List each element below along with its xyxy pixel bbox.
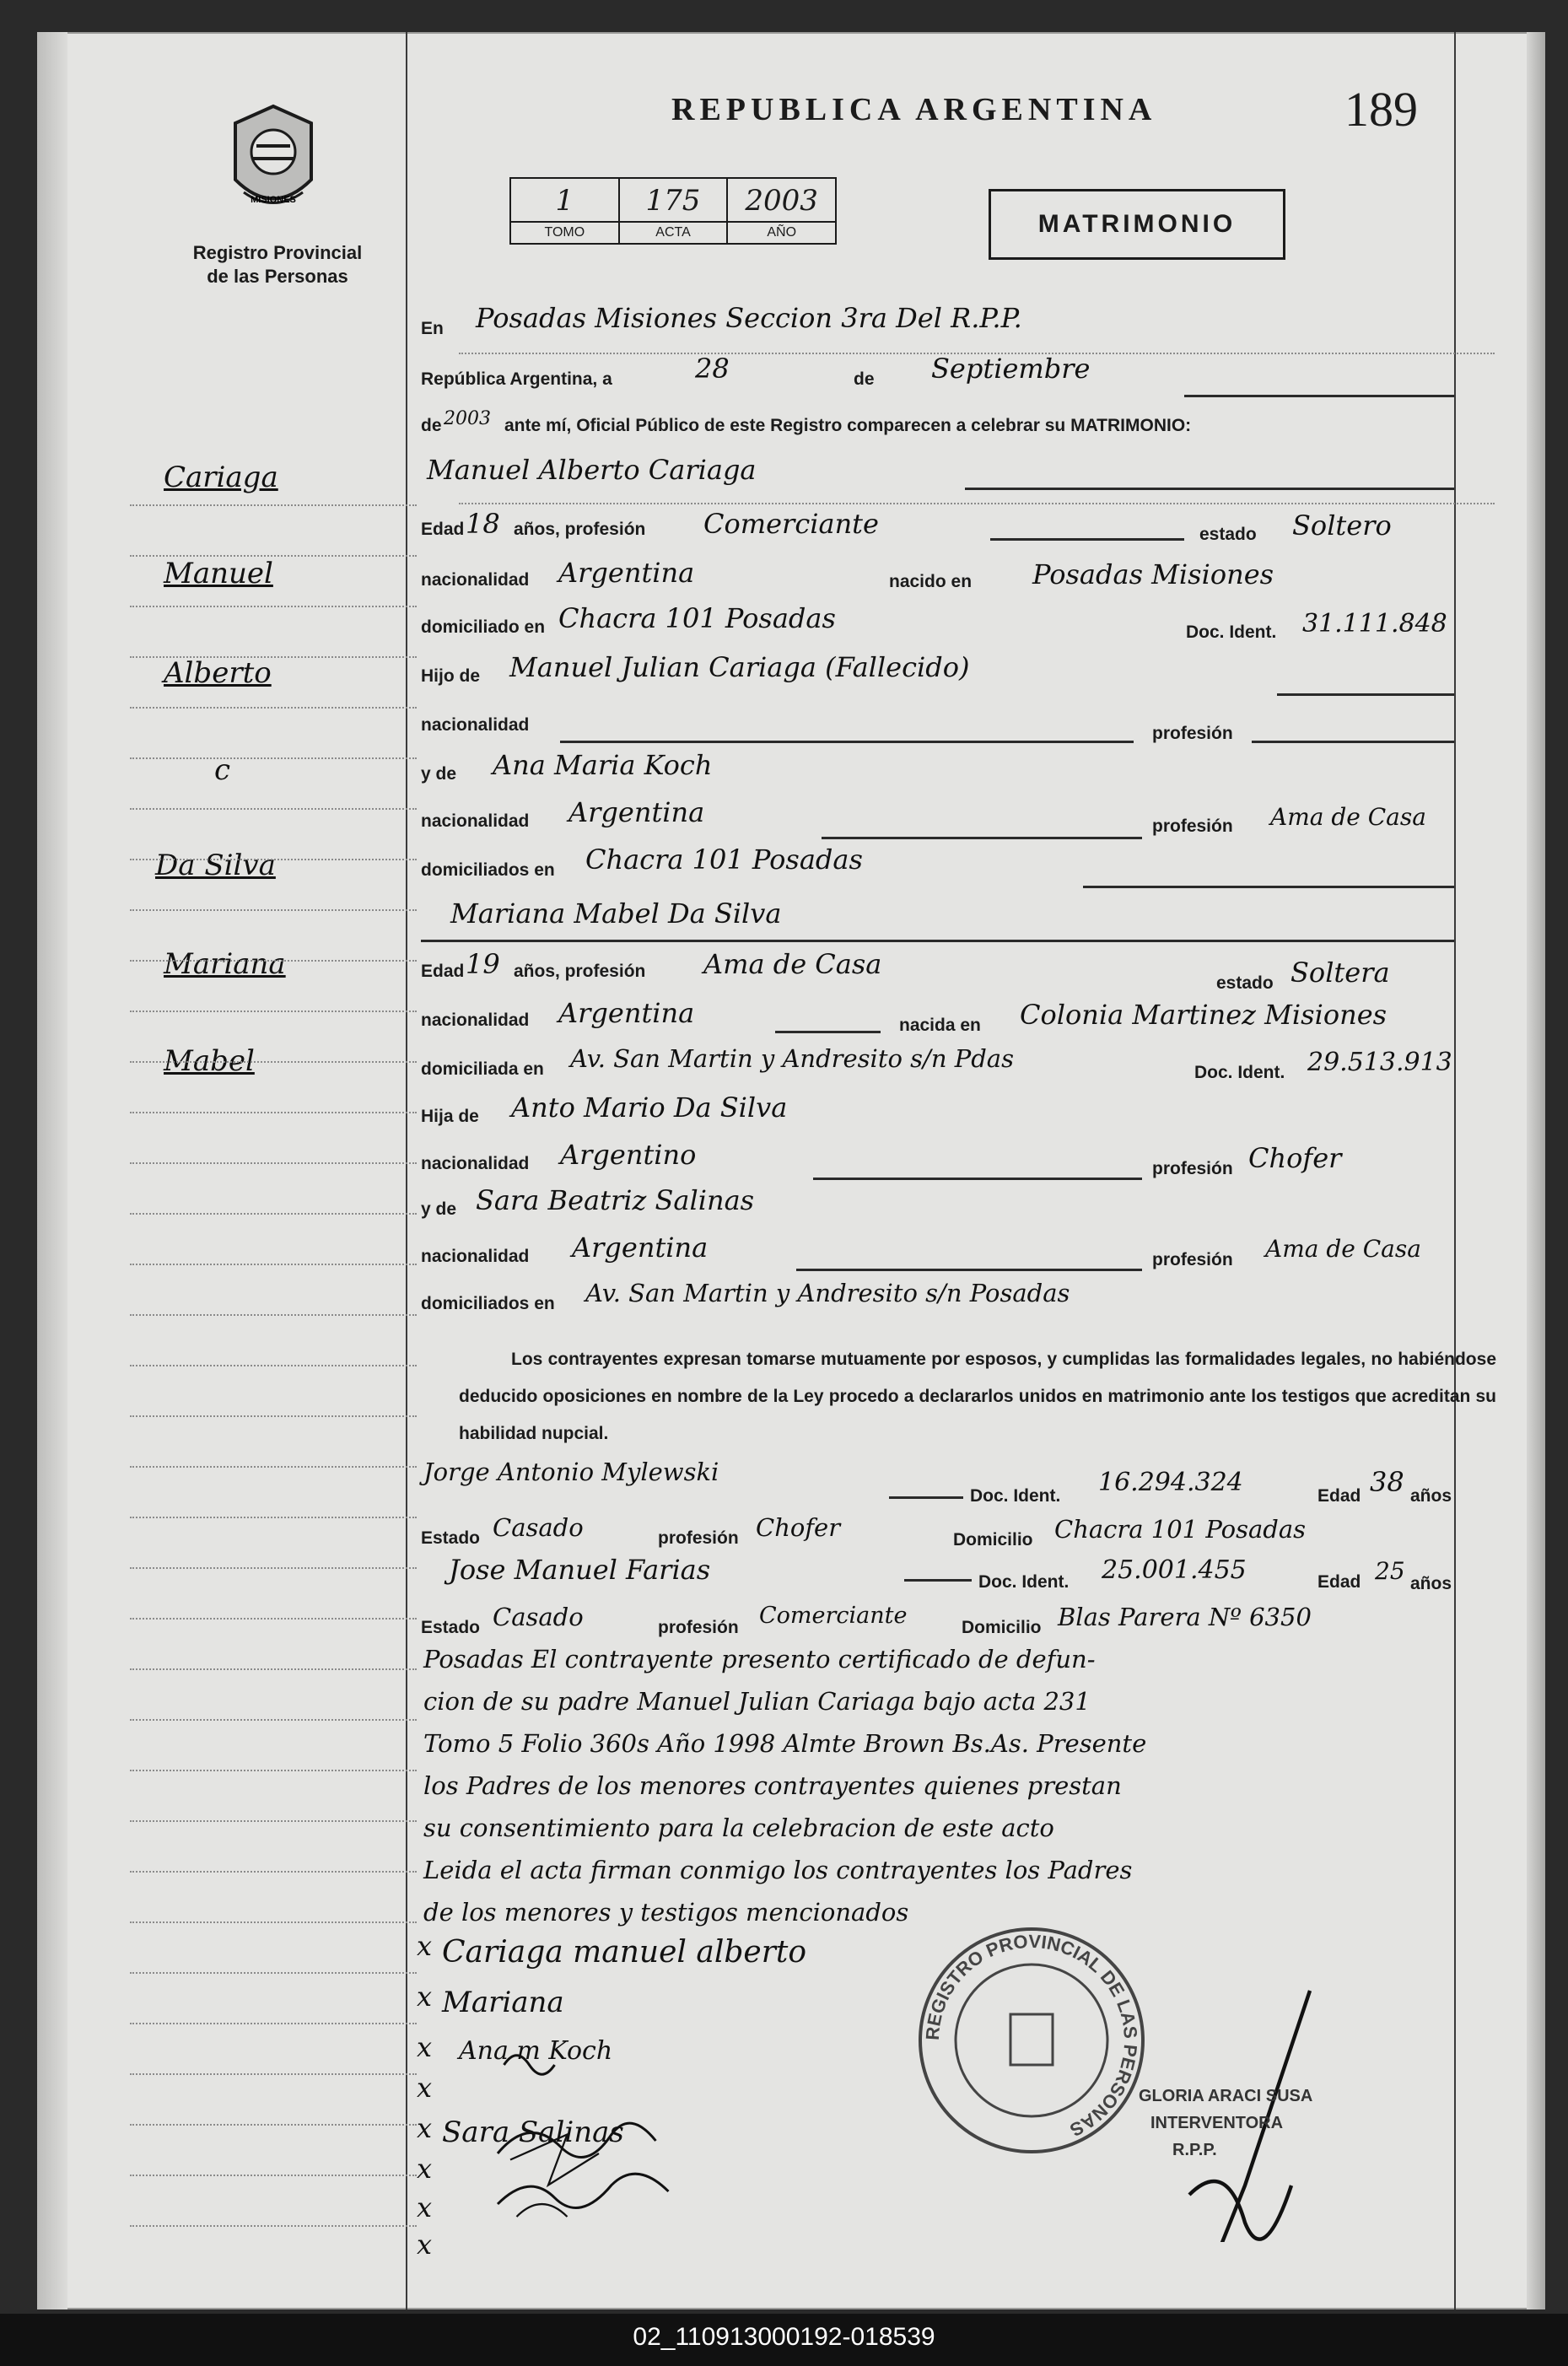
- groom-estado-label: estado: [1199, 525, 1257, 544]
- witness1-profesion: Chofer: [756, 1513, 841, 1542]
- margin-line: [130, 2175, 417, 2176]
- witness2-edad: 25: [1375, 1557, 1405, 1585]
- section-rule: [421, 940, 1454, 942]
- bride-padre-nac: Argentino: [560, 1139, 697, 1171]
- form-line: [965, 488, 1454, 490]
- signature-mark: x: [417, 2112, 433, 2144]
- bride-doc: 29.513.913: [1307, 1048, 1452, 1077]
- witness1-edad: 38: [1370, 1466, 1404, 1498]
- groom-profesion-label: años, profesión: [514, 520, 646, 539]
- margin-line: [130, 1770, 417, 1771]
- year-value: 2003: [444, 408, 491, 429]
- bride-madre-nac: Argentina: [572, 1232, 709, 1264]
- tomo-cell: [511, 179, 620, 243]
- groom-padres-dom-label: domiciliados en: [421, 860, 555, 880]
- margin-line: [130, 1921, 417, 1923]
- registry-logo: [218, 100, 328, 226]
- witness1-estado-label: Estado: [421, 1528, 481, 1548]
- acta-label: ACTA: [620, 221, 727, 243]
- witness2-name: Jose Manuel Farias: [449, 1554, 711, 1586]
- margin-note: Cariaga: [164, 461, 278, 494]
- margin-line: [130, 1668, 417, 1670]
- bride-nacida-label: nacida en: [899, 1016, 981, 1035]
- anio-value: 2003: [745, 184, 818, 218]
- margin-line: [130, 606, 417, 607]
- groom-padres-dom: Chacra 101 Posadas: [585, 843, 863, 876]
- groom-nacido: Posadas Misiones: [1032, 558, 1274, 590]
- groom-hijo-label: Hijo de: [421, 666, 481, 686]
- groom-domicilio-label: domiciliado en: [421, 617, 546, 637]
- groom-yde-label: y de: [421, 764, 457, 784]
- notes-line: Tomo 5 Folio 360s Año 1998 Almte Brown Bs.As. Presente: [423, 1729, 1147, 1758]
- form-line: [775, 1031, 881, 1033]
- signature-mark: x: [417, 2072, 433, 2104]
- acta-value: 175: [645, 184, 701, 218]
- margin-line: [130, 2225, 417, 2227]
- bride-nacionalidad-label: nacionalidad: [421, 1011, 530, 1030]
- witness2-estado-label: Estado: [421, 1618, 481, 1637]
- witness2-anios-label: años: [1410, 1574, 1452, 1593]
- margin-line: [130, 960, 417, 962]
- groom-domicilio: Chacra 101 Posadas: [558, 602, 836, 634]
- signature-mark: x: [417, 1981, 433, 2013]
- signature-parent: Sara Salinas: [442, 2115, 624, 2149]
- signature-mark: x: [417, 1930, 433, 1962]
- bride-estado: Soltera: [1291, 957, 1390, 989]
- form-line: [1184, 395, 1454, 397]
- document-page: [37, 32, 1545, 2309]
- declaration-text: Los contrayentes expresan tomarse mutuamente por esposos, y cumplidas las formalidades legales, no habiéndose deducido oposiciones en nombre de la Ley procedo a declararlos unidos en matrimonio ante los testigos que acreditan su habilidad nupcial.: [459, 1350, 1496, 1443]
- margin-line: [130, 1264, 417, 1265]
- notes-line: cion de su padre Manuel Julian Cariaga bajo acta 231: [423, 1687, 1091, 1716]
- page-edge: [1527, 32, 1545, 2309]
- notes-line: su consentimiento para la celebracion de este acto: [423, 1814, 1054, 1842]
- margin-note: Mabel: [164, 1044, 255, 1078]
- margin-line: [130, 1719, 417, 1721]
- book-spine: [37, 32, 67, 2309]
- bride-padre-prof-label: profesión: [1152, 1159, 1233, 1178]
- margin-line: [130, 2124, 417, 2126]
- margin-note: Manuel: [164, 557, 273, 590]
- groom-edad: 18: [466, 508, 500, 540]
- margin-line: [130, 1618, 417, 1620]
- witness1-doc: 16.294.324: [1098, 1468, 1243, 1497]
- month-value: Septiembre: [931, 353, 1091, 385]
- margin-line: [130, 1314, 417, 1316]
- intro-text: ante mí, Oficial Público de este Registro comparecen a celebrar su MATRIMONIO:: [504, 416, 1192, 435]
- witness1-domicilio-label: Domicilio: [953, 1530, 1033, 1549]
- groom-doc: 31.111.848: [1302, 609, 1447, 639]
- witness2-domicilio: Blas Parera Nº 6350: [1058, 1603, 1312, 1631]
- officer-signature: [1134, 1888, 1319, 2242]
- margin-line: [130, 1162, 417, 1164]
- margin-line: [130, 1972, 417, 1974]
- groom-estado: Soltero: [1292, 509, 1392, 542]
- groom-profesion: Comerciante: [703, 508, 879, 540]
- bride-name: Mariana Mabel Da Silva: [450, 897, 782, 930]
- anio-cell: [728, 179, 835, 243]
- groom-nacionalidad-label: nacionalidad: [421, 570, 530, 590]
- groom-padre: Manuel Julian Cariaga (Fallecido): [509, 651, 970, 683]
- groom-nacionalidad: Argentina: [558, 557, 695, 589]
- margin-line: [130, 859, 417, 860]
- groom-madre-nac: Argentina: [568, 796, 705, 828]
- acta-box: [509, 177, 837, 245]
- margin-line: [130, 808, 417, 810]
- witness1-domicilio: Chacra 101 Posadas: [1054, 1515, 1307, 1544]
- margin-note: Mariana: [164, 947, 286, 981]
- folio-number: 189: [1344, 82, 1418, 137]
- form-line: [813, 1178, 1142, 1180]
- header-title: REPUBLICA ARGENTINA: [671, 92, 1157, 127]
- officer-name: GLORIA ARACI SUSA: [1139, 2087, 1313, 2105]
- day-value: 28: [695, 353, 730, 385]
- margin-line: [130, 1061, 417, 1063]
- bride-profesion-label: años, profesión: [514, 962, 646, 981]
- doc-type-box: MATRIMONIO: [989, 189, 1285, 260]
- bride-doc-label: Doc. Ident.: [1194, 1063, 1285, 1082]
- bride-edad-label: Edad: [421, 962, 465, 981]
- groom-name: Manuel Alberto Cariaga: [427, 454, 757, 486]
- signature-bride: Mariana: [442, 1986, 564, 2019]
- margin-line: [130, 1820, 417, 1822]
- witness1-anios-label: años: [1410, 1486, 1452, 1506]
- witness1-estado: Casado: [493, 1513, 584, 1542]
- form-line: [560, 741, 1134, 743]
- witness1-name: Jorge Antonio Mylewski: [423, 1458, 719, 1486]
- form-line: [1083, 886, 1454, 888]
- bride-nacida: Colonia Martinez Misiones: [1020, 999, 1387, 1031]
- notes-line: de los menores y testigos mencionados: [423, 1898, 909, 1927]
- margin-line: [130, 1365, 417, 1366]
- bride-hija-label: Hija de: [421, 1107, 479, 1126]
- margin-line: [130, 555, 417, 557]
- groom-padre-prof-label: profesión: [1152, 724, 1233, 743]
- bride-padre-prof: Chofer: [1248, 1142, 1342, 1174]
- groom-madre-prof-label: profesión: [1152, 817, 1233, 836]
- margin-line: [130, 2073, 417, 2075]
- bride-profesion: Ama de Casa: [703, 948, 882, 980]
- groom-padre-nac-label: nacionalidad: [421, 715, 530, 735]
- margin-line: [130, 1415, 417, 1417]
- bride-domicilio-label: domiciliada en: [421, 1059, 544, 1079]
- witness2-estado: Casado: [493, 1603, 584, 1631]
- signatures-drawn: [447, 2040, 801, 2293]
- form-line: [822, 837, 1142, 839]
- margin-line: [130, 1567, 417, 1569]
- bride-madre-nac-label: nacionalidad: [421, 1247, 530, 1266]
- margin-note: Da Silva: [155, 849, 276, 882]
- margin-rule: [406, 32, 407, 2309]
- witness2-doc-label: Doc. Ident.: [978, 1572, 1070, 1592]
- bride-nacionalidad: Argentina: [558, 997, 695, 1029]
- bride-padres-dom-label: domiciliados en: [421, 1294, 555, 1313]
- margin-line: [130, 1517, 417, 1518]
- anio-label: AÑO: [728, 221, 835, 243]
- year-prefix: de: [421, 416, 442, 435]
- margin-line: [130, 504, 417, 506]
- margin-line: [130, 1011, 417, 1012]
- en-label: En: [421, 319, 444, 338]
- groom-madre: Ana Maria Koch: [493, 749, 713, 781]
- form-line: [796, 1269, 1142, 1271]
- form-line: [990, 538, 1184, 541]
- bride-madre-prof: Ama de Casa: [1265, 1235, 1421, 1263]
- groom-edad-label: Edad: [421, 520, 465, 539]
- acta-cell: [620, 179, 729, 243]
- notes-line: los Padres de los menores contrayentes quienes prestan: [423, 1771, 1122, 1800]
- witness2-profesion-label: profesión: [658, 1618, 739, 1637]
- place-value: Posadas Misiones Seccion 3ra Del R.P.P.: [476, 302, 1022, 334]
- margin-line: [130, 1466, 417, 1468]
- bride-padres-dom: Av. San Martin y Andresito s/n Posadas: [585, 1279, 1070, 1307]
- margin-note: c: [214, 753, 231, 787]
- bride-estado-label: estado: [1216, 973, 1274, 993]
- signature-mark: x: [417, 2153, 433, 2185]
- margin-line: [130, 757, 417, 759]
- official-stamp: [913, 1921, 1150, 2159]
- groom-nacido-label: nacido en: [889, 572, 973, 591]
- officer-title: INTERVENTORA: [1150, 2114, 1284, 2132]
- file-id: 02_110913000192-018539: [633, 2323, 935, 2351]
- notes-line: Posadas El contrayente presento certificado de defun-: [423, 1645, 1096, 1673]
- margin-line: [130, 2023, 417, 2024]
- registry-label: Registro Provincial de las Personas: [192, 242, 363, 287]
- groom-madre-prof: Ama de Casa: [1270, 803, 1426, 831]
- witness1-profesion-label: profesión: [658, 1528, 739, 1548]
- form-line: [1277, 693, 1454, 696]
- right-rule: [1454, 32, 1456, 2309]
- witness2-domicilio-label: Domicilio: [962, 1618, 1042, 1637]
- tomo-label: TOMO: [511, 221, 618, 243]
- bride-edad: 19: [466, 948, 500, 980]
- bride-madre: Sara Beatriz Salinas: [476, 1184, 755, 1216]
- bride-yde-label: y de: [421, 1199, 457, 1219]
- margin-note: Alberto: [164, 656, 272, 690]
- form-line: [889, 1496, 963, 1499]
- signature-mark: x: [417, 2229, 433, 2261]
- witness2-profesion: Comerciante: [759, 1603, 908, 1629]
- bride-domicilio: Av. San Martin y Andresito s/n Pdas: [570, 1044, 1014, 1073]
- witness2-edad-label: Edad: [1317, 1572, 1361, 1592]
- tomo-value: 1: [555, 184, 574, 218]
- margin-line: [130, 707, 417, 709]
- notes-line: Leida el acta firman conmigo los contrayentes los Padres: [423, 1856, 1133, 1884]
- bride-padre-nac-label: nacionalidad: [421, 1154, 530, 1173]
- form-line: [1252, 741, 1454, 743]
- de-label: de: [854, 369, 875, 389]
- witness2-doc: 25.001.455: [1102, 1555, 1247, 1585]
- margin-line: [130, 909, 417, 911]
- signature-groom: Cariaga manuel alberto: [442, 1935, 807, 1970]
- margin-line: [130, 1213, 417, 1215]
- bride-madre-prof-label: profesión: [1152, 1250, 1233, 1269]
- bride-padre: Anto Mario Da Silva: [511, 1091, 788, 1124]
- signature-mark: x: [417, 2031, 433, 2063]
- margin-line: [130, 1112, 417, 1113]
- groom-madre-nac-label: nacionalidad: [421, 811, 530, 831]
- groom-doc-label: Doc. Ident.: [1186, 622, 1277, 642]
- margin-line: [130, 656, 417, 658]
- margin-line: [130, 1871, 417, 1873]
- form-line: [459, 503, 1495, 504]
- witness1-doc-label: Doc. Ident.: [970, 1486, 1061, 1506]
- stamp-ring-text: REGISTRO PROVINCIAL DE LAS PERSONAS: [921, 1930, 1142, 2141]
- officer-org: R.P.P.: [1172, 2141, 1217, 2159]
- witness1-edad-label: Edad: [1317, 1486, 1361, 1506]
- signature-parent: Ana m Koch: [459, 2036, 613, 2066]
- logo-text: MISIONES: [251, 195, 296, 205]
- republica-label: República Argentina, a: [421, 369, 612, 389]
- form-line: [904, 1579, 972, 1582]
- signature-mark: x: [417, 2191, 433, 2223]
